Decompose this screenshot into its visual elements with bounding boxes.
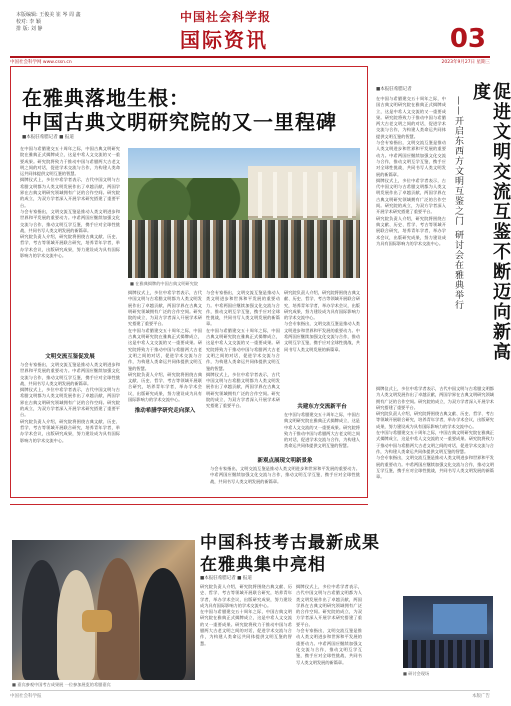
- lead-subhead-2: 推动希腊学研究走向深入: [134, 408, 196, 414]
- body-paragraph: 在中国与希腊建交五十周年之际，中国古典文明研究院在雅典正式揭牌成立，这是中希人文交流的又一重要成果。研究院将致力于推动中国与希腊两大古老文明之间的对话，促进学术交流与合作，为构建人类命运共同体提供文明互鉴的智慧。: [128, 327, 202, 371]
- body-paragraph: 与会专家指出，文明交流互鉴是推动人类文明进步和世界和平发展的重要动力。中希两国应继续加强文化交流与合作，推动文明互学互鉴，携手应对全球性挑战，共同书写人类文明发展的新篇章。: [20, 362, 120, 386]
- body-paragraph: 与会专家指出，文明交流互鉴是推动人类文明进步和世界和平发展的重要动力。中希两国应继续加强文化交流与合作，推动文明互学互鉴，携手应对全球性挑战，共同书写人类文明发展的新篇章。: [210, 466, 360, 484]
- body-paragraph: 研究院负责人介绍，研究院将围绕古典文献、历史、哲学、考古等领域开展联合研究，培养青年学者，举办学术会议，出版研究成果，努力建设成为具有国际影响力的学术交流中心。: [376, 215, 446, 246]
- body-paragraph: 与会专家指出，文明交流互鉴是推动人类文明进步和世界和平发展的重要动力。中希两国应继续加强文化交流与合作，推动文明互学互鉴，携手应对全球性挑战，共同书写人类文明发展的新篇章。: [376, 140, 446, 177]
- page-number: 03: [449, 24, 486, 54]
- bottom-byline: ■本报驻希腊记者 ■ 报道: [200, 576, 252, 581]
- staff-line: 本版编辑: 王俊美 崔 岑 周 鑫: [16, 12, 81, 18]
- right-subhead-1: 新观点展现文明新景象: [257, 458, 313, 464]
- bottom-photo-caption: ■ 嘉宾参观中国考古成果展 一位参加展览的希腊嘉宾: [12, 682, 111, 687]
- body-paragraph: 揭牌仪式上，多位中希学者表示，古代中国文明与古希腊文明都为人类文明发展作出了卓越贡献，两国学界在古典文明研究领域拥有广泛的合作空间。研究院的成立，为双方学者深入开展学术研究搭建了重要平台。: [20, 177, 120, 208]
- body-paragraph: 研究院负责人介绍，研究院将围绕古典文献、历史、哲学、考古等领域开展联合研究，培养青年学者，举办学术会议，出版研究成果，努力建设成为具有国际影响力的学术交流中心。: [284, 290, 360, 321]
- lead-body-col2: [128, 290, 202, 490]
- lead-photo: [128, 148, 360, 278]
- bottom-headline-line2: 在雅典集中亮相: [200, 555, 326, 575]
- bottom-body-col2: [296, 584, 362, 684]
- body-paragraph: 研究院负责人介绍，研究院将围绕古典文献、历史、哲学、考古等领域开展联合研究，培养青年学者，举办学术会议，出版研究成果，努力建设成为具有国际影响力的学术交流中心。: [376, 411, 494, 429]
- body-paragraph: 研究院负责人介绍，研究院将围绕古典文献、历史、哲学、考古等领域开展联合研究，培养青年学者，举办学术会议，出版研究成果，努力建设成为具有国际影响力的学术交流中心。: [20, 418, 120, 443]
- body-paragraph: 与会专家指出，文明交流互鉴是推动人类文明进步和世界和平发展的重要动力。中希两国应继续加强文化交流与合作，推动文明互学互鉴，携手应对全球性挑战，共同书写人类文明发展的新篇章。: [20, 208, 120, 233]
- body-paragraph: 揭牌仪式上，多位中希学者表示，古代中国文明与古希腊文明都为人类文明发展作出了卓越贡献，两国学界在古典文明研究领域拥有广泛的合作空间。研究院的成立，为双方学者深入开展学术研究搭建了重要平台。: [128, 290, 202, 327]
- right-byline: ■本报驻希腊记者: [376, 87, 412, 92]
- conference-photo: [403, 596, 493, 668]
- lead-headline-line1: 在雅典落地生根：: [22, 86, 190, 110]
- body-paragraph: 揭牌仪式上，多位中希学者表示，古代中国文明与古希腊文明都为人类文明发展作出了卓越贡献，两国学界在古典文明研究领域拥有广泛的合作空间。研究院的成立，为双方学者深入开展学术研究搭建了重要平台。: [20, 387, 120, 418]
- body-paragraph: 与会专家指出，文明交流互鉴是推动人类文明进步和世界和平发展的重要动力。中希两国应继续加强文化交流与合作，推动文明互学互鉴，携手应对全球性挑战，共同书写人类文明发展的新篇章。: [206, 290, 280, 327]
- body-paragraph: 与会专家指出，文明交流互鉴是推动人类文明进步和世界和平发展的重要动力。中希两国应继续加强文化交流与合作，推动文明互学互鉴，携手应对全球性挑战，共同书写人类文明发展的新篇章。: [284, 321, 360, 352]
- body-paragraph: 在中国与希腊建交五十周年之际，中国古典文明研究院在雅典正式揭牌成立，这是中希人文交流的又一重要成果。研究院将致力于推动中国与希腊两大古老文明之间的对话，促进学术交流与合作，为构建人类命运共同体提供文明互鉴的智慧。: [206, 327, 280, 371]
- body-paragraph: 揭牌仪式上，多位中希学者表示，古代中国文明与古希腊文明都为人类文明发展作出了卓越贡献，两国学界在古典文明研究领域拥有广泛的合作空间。研究院的成立，为双方学者深入开展学术研究搭建了重要平台。: [296, 584, 362, 627]
- right-body-col3: [210, 466, 360, 494]
- body-paragraph: 研究院负责人介绍，研究院将围绕古典文献、历史、哲学、考古等领域开展联合研究，培养青年学者，举办学术会议，出版研究成果，努力建设成为具有国际影响力的学术交流中心。: [128, 371, 202, 403]
- body-paragraph: 在中国与希腊建交五十周年之际，中国古典文明研究院在雅典正式揭牌成立，这是中希人文交流的又一重要成果。研究院将致力于推动中国与希腊两大古老文明之间的对话，促进学术交流与合作，为构建人类命运共同体提供文明互鉴的智慧。: [376, 430, 494, 454]
- top-info-bar: [10, 56, 490, 65]
- body-paragraph: 在中国与希腊建交五十周年之际，中国古典文明研究院在雅典正式揭牌成立，这是中希人文交流的又一重要成果。研究院将致力于推动中国与希腊两大古老文明之间的对话，促进学术交流与合作，为构建人类命运共同体提供文明互鉴的智慧。: [284, 412, 360, 449]
- staff-credits: [16, 12, 81, 33]
- right-body-col1: [376, 96, 446, 380]
- bottom-headline-line1: 中国科技考古最新成果: [200, 533, 380, 553]
- bottom-photo: [12, 540, 195, 680]
- right-headline: 促进文明交流互鉴不断迈向新高度: [470, 82, 511, 362]
- body-paragraph: 研究院负责人介绍，研究院将围绕古典文献、历史、哲学、考古等领域开展联合研究，培养青年学者，举办学术会议，出版研究成果，努力建设成为具有国际影响力的学术交流中心。: [20, 234, 120, 259]
- body-paragraph: 揭牌仪式上，多位中希学者表示，古代中国文明与古希腊文明都为人类文明发展作出了卓越贡献，两国学界在古典文明研究领域拥有广泛的合作空间。研究院的成立，为双方学者深入开展学术研究搭建了重要平台。: [376, 386, 494, 410]
- right-body-col2: [376, 386, 494, 586]
- top-info-right: 2023年9月27日 星期三: [441, 60, 490, 65]
- top-info-left: 中国社会科学网 www.cssn.cn: [10, 60, 72, 65]
- body-paragraph: 与会专家指出，文明交流互鉴是推动人类文明进步和世界和平发展的重要动力。中希两国应继续加强文化交流与合作，推动文明互学互鉴，携手应对全球性挑战，共同书写人类文明发展的新篇章。: [296, 628, 362, 665]
- staff-line: 校对: 李 颖: [16, 19, 41, 25]
- lead-body-col4: [284, 290, 360, 398]
- body-paragraph: 在中国与希腊建交五十周年之际，中国古典文明研究院在雅典正式揭牌成立，这是中希人文交流的又一重要成果。研究院将致力于推动中国与希腊两大古老文明之间的对话，促进学术交流与合作，为构建人类命运共同体提供文明互鉴的智慧。: [376, 96, 446, 139]
- body-paragraph: 在中国与希腊建交五十周年之际，中国古典文明研究院在雅典正式揭牌成立，这是中希人文交流的又一重要成果。研究院将致力于推动中国与希腊两大古老文明之间的对话，促进学术交流与合作，为构建人类命运共同体提供文明互鉴的智慧。: [20, 146, 120, 177]
- lead-subhead-3: 共建东方交流新平台: [297, 404, 347, 410]
- staff-line: 排 版: 刘 静: [16, 26, 43, 32]
- bottom-info-bar: [10, 690, 490, 699]
- body-paragraph: 揭牌仪式上，多位中希学者表示，古代中国文明与古希腊文明都为人类文明发展作出了卓越贡献，两国学界在古典文明研究领域拥有广泛的合作空间。研究院的成立，为双方学者深入开展学术研究搭建了重要平台。: [376, 177, 446, 215]
- body-paragraph: 在中国与希腊建交五十周年之际，中国古典文明研究院在雅典正式揭牌成立，这是中希人文交流的又一重要成果。研究院将致力于推动中国与希腊两大古老文明之间的对话，促进学术交流与合作，为构建人类命运共同体提供文明互鉴的智慧。: [200, 609, 292, 646]
- right-subheadline: ——开启东西方文明互鉴之门 研讨会在雅典举行: [453, 96, 463, 310]
- lead-body-col1b: [20, 362, 120, 492]
- newspaper-logo: 中国社会科学报: [180, 10, 272, 24]
- lead-byline: ■本报驻希腊记者 ■ 报道: [22, 135, 74, 140]
- bottom-info-left: 中国社会科学报: [10, 694, 42, 699]
- lead-photo-caption: ■ 在雅典揭牌的中国古典文明研究院: [130, 281, 199, 286]
- body-paragraph: 揭牌仪式上，多位中希学者表示，古代中国文明与古希腊文明都为人类文明发展作出了卓越贡献，两国学界在古典文明研究领域拥有广泛的合作空间。研究院的成立，为双方学者深入开展学术研究搭建了重要平台。: [206, 371, 280, 409]
- body-paragraph: 与会专家指出，文明交流互鉴是推动人类文明进步和世界和平发展的重要动力。中希两国应继续加强文化交流与合作，推动文明互学互鉴，携手应对全球性挑战，共同书写人类文明发展的新篇章。: [376, 455, 494, 480]
- body-paragraph: 研究院负责人介绍，研究院将围绕古典文献、历史、哲学、考古等领域开展联合研究，培养青年学者，举办学术会议，出版研究成果，努力建设成为具有国际影响力的学术交流中心。: [200, 584, 292, 608]
- conference-photo-caption: ■ 研讨会现场: [403, 671, 430, 676]
- section-title: 国际资讯: [180, 28, 268, 52]
- section-divider: [10, 504, 368, 505]
- lead-headline-line2: 中国古典文明研究院的又一里程碑: [22, 110, 337, 134]
- bottom-body-col1: [200, 584, 292, 684]
- lead-subhead-1: 文明交流互鉴促发展: [45, 354, 95, 360]
- lead-body-col1: [20, 146, 120, 346]
- bottom-info-right: 本版广告: [472, 694, 490, 699]
